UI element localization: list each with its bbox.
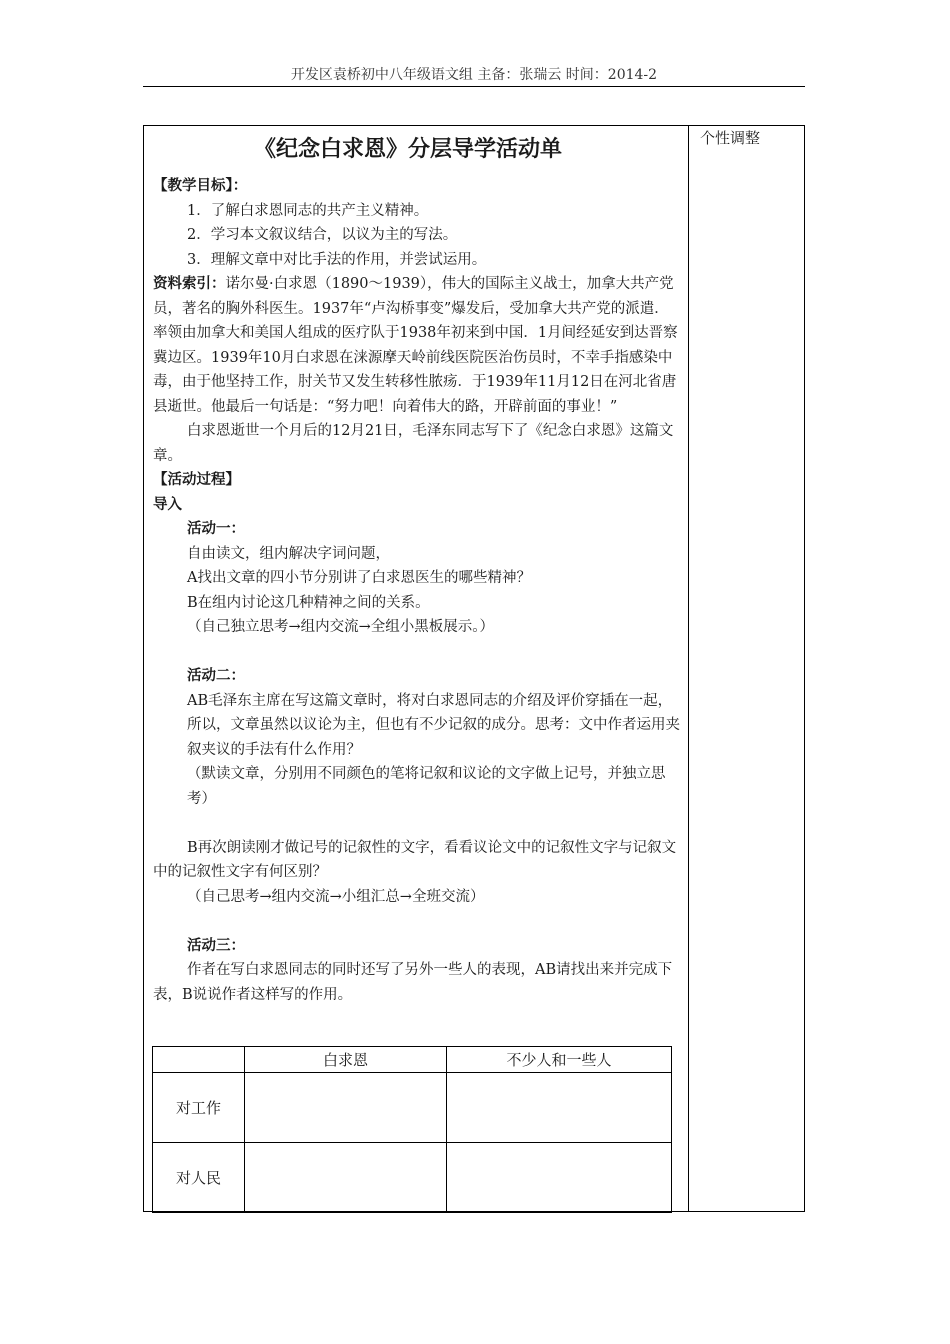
resource-text: 诺尔曼·白求恩（1890～1939），伟大的国际主义战士，加拿大共产党员，著名的胸外科医生。1937年“卢沟桥事变”爆发后，受加拿大共产党的派遣．率领由加拿大和美国人组成的医疗队于1938年初来到中国．1月间经延安到达晋察冀边区。1939年10月白求恩在涞源摩天岭前线医院医治伤员时，不幸手指感染中毒，由于他坚持工作，肘关节又发生转移性脓疡．于1939年11月12日在河北省唐县逝世。他最后一句话是：“努力吧！向着伟大的路，开辟前面的事业！” (153, 276, 678, 415)
table-header-row (153, 1047, 672, 1073)
resource-paragraph (153, 272, 683, 419)
activity3-text: 作者在写白求恩同志的同时还写了另外一些人的表现，AB请找出来并完成下表，B说说作者这样写的作用。 (153, 962, 673, 1003)
activity1-line: A找出文章的四小节分别讲了白求恩医生的哪些精神？ (187, 570, 531, 586)
table-col-header: 不少人和一些人 (447, 1047, 672, 1073)
personal-adjustment-label: 个性调整 (700, 129, 761, 147)
worksheet-title: 《纪念白求恩》分层导学活动单 (253, 137, 562, 162)
activity2-note: （默读文章，分别用不同颜色的笔将记叙和议论的文字做上记号，并独立思考） (187, 766, 666, 807)
resource-paragraph-2: 白求恩逝世一个月后的12月21日，毛泽东同志写下了《纪念白求恩》这篇文章。 (153, 423, 674, 464)
activity1-line: B在组内讨论这几种精神之间的关系。 (187, 594, 430, 611)
activity1-title: 活动一： (187, 521, 245, 537)
worksheet-content (153, 128, 683, 1007)
table-row-label: 对工作 (153, 1073, 245, 1143)
activity2-text-b: B再次朗读刚才做记号的记叙性的文字，看看议论文中的记叙性文字与记叙文中的记叙性文字有何区别？ (153, 839, 677, 880)
table-row (153, 1143, 672, 1213)
column-divider (688, 125, 689, 1212)
activity2-text: AB毛泽东主席在写这篇文章时，将对白求恩同志的介绍及评价穿插在一起，所以，文章虽然以议论为主，但也有不少记叙的成分。思考：文中作者运用夹叙夹议的手法有什么作用？ (187, 692, 680, 758)
table-answer-cell[interactable] (245, 1073, 447, 1143)
table-col-header: 白求恩 (245, 1047, 447, 1073)
resource-label: 资料索引： (153, 276, 226, 292)
goals-heading: 【教学目标】： (153, 178, 248, 194)
table-answer-cell[interactable] (245, 1143, 447, 1213)
activity2-title: 活动二： (187, 668, 245, 684)
activity2-note-b: （自己思考→组内交流→小组汇总→全班交流） (187, 888, 485, 905)
table-corner-cell (153, 1047, 245, 1073)
table-row (153, 1073, 672, 1143)
page-header: 开发区袁桥初中八年级语文组 主备：张瑞云 时间：2014-2 (143, 64, 805, 87)
intro-heading: 导入 (153, 496, 182, 513)
table-answer-cell[interactable] (447, 1143, 672, 1213)
process-heading: 【活动过程】 (153, 472, 240, 488)
comparison-table (152, 1046, 672, 1213)
activity1-note: （自己独立思考→组内交流→全组小黑板展示。） (187, 619, 495, 635)
goal-item: 1．了解白求恩同志的共产主义精神。 (187, 202, 429, 219)
table-row-label: 对人民 (153, 1143, 245, 1213)
activity1-line: 自由读文，组内解决字词问题， (187, 545, 390, 562)
table-answer-cell[interactable] (447, 1073, 672, 1143)
activity3-title: 活动三： (187, 937, 245, 954)
goal-item: 2．学习本文叙议结合，以议为主的写法。 (187, 227, 458, 243)
goal-item: 3．理解文章中对比手法的作用，并尝试运用。 (187, 251, 487, 268)
